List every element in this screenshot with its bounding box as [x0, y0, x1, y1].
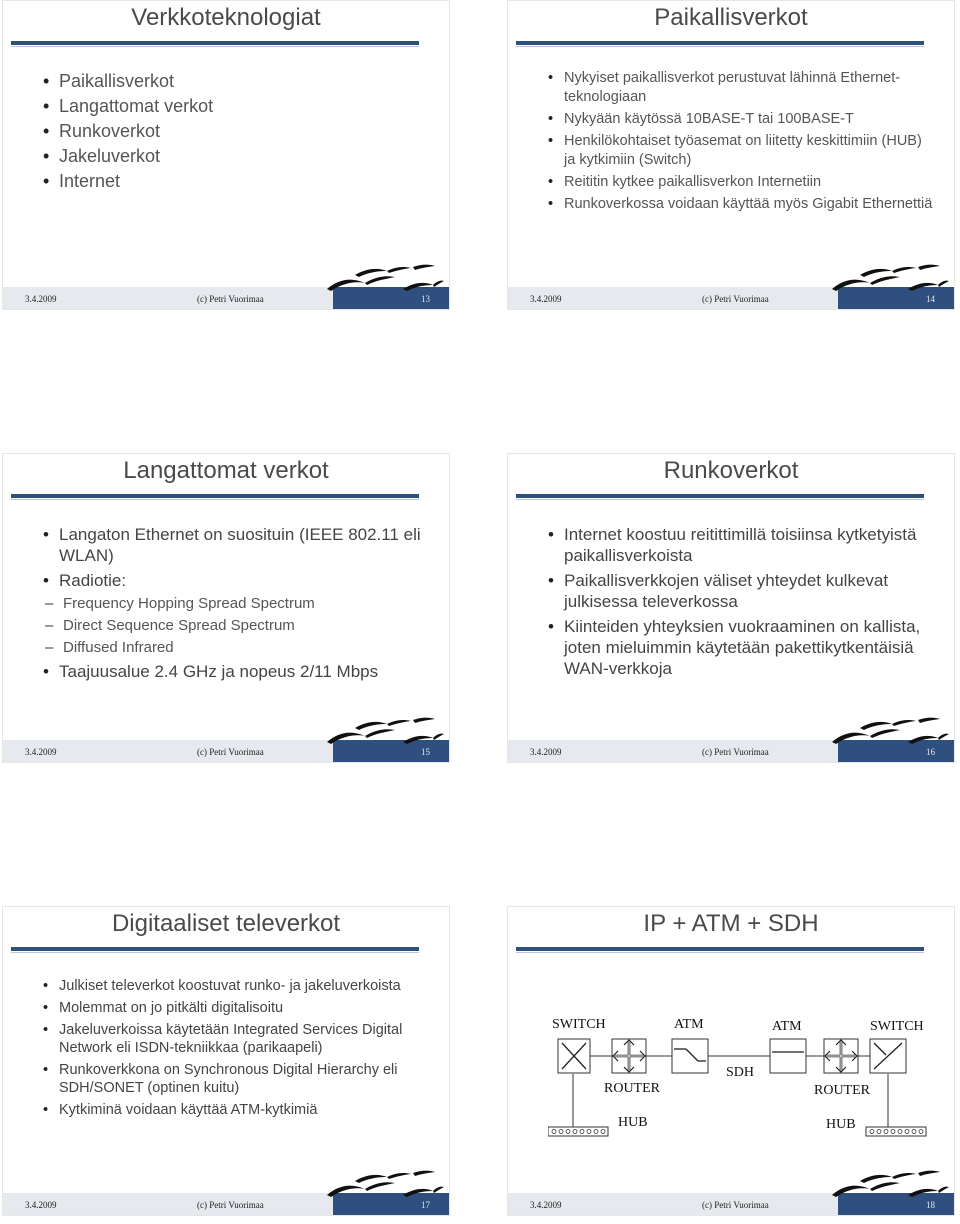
list-item: • Julkiset televerkot koostuvat runko- ja jakeluverkoista: [43, 977, 419, 995]
list-item: • Kiinteiden yhteyksien vuokraaminen on kallista, joten mieluimmin käytetään pakettikytkentäisiä WAN-verkkoja: [548, 616, 932, 679]
list-item-label: Radiotie:: [59, 571, 127, 590]
sub-list-item: – Frequency Hopping Spread Spectrum: [43, 593, 423, 615]
footer-page-number: 16: [926, 747, 935, 757]
switch-right-label: SWITCH: [870, 1019, 924, 1034]
slide-17: [2, 906, 450, 1216]
list-item: • Runkoverkossa voidaan käyttää myös Gigabit Ethernettiä: [548, 195, 934, 214]
atm-right-icon: [770, 1039, 806, 1073]
gulls-logo-icon: [830, 716, 950, 750]
atm-left-label: ATM: [674, 1017, 704, 1032]
gulls-logo-icon: [830, 263, 950, 297]
diagram-graphics: [548, 1017, 933, 1147]
slide-13: [2, 0, 450, 310]
list-item: • Molemmat on jo pitkälti digitalisoitu: [43, 999, 419, 1017]
footer-date: 3.4.2009: [25, 747, 57, 757]
footer-page-number: 14: [926, 294, 935, 304]
list-item: • Nykyään käytössä 10BASE-T tai 100BASE-T: [548, 110, 934, 129]
slide-footer: [508, 265, 954, 309]
list-item: • Internet koostuu reitittimillä toisiinsa kytketyistä paikallisverkoista: [548, 524, 932, 566]
list-item: • Langaton Ethernet on suosituin (IEEE 802.11 eli WLAN): [43, 524, 423, 566]
footer-author: (c) Petri Vuorimaa: [197, 1200, 264, 1210]
slide-footer: [3, 1171, 449, 1215]
footer-author: (c) Petri Vuorimaa: [197, 294, 264, 304]
footer-date: 3.4.2009: [25, 1200, 57, 1210]
slide-title: Verkkoteknologiat: [131, 4, 321, 31]
title-rule: [516, 41, 924, 45]
list-item: • Jakeluverkoissa käytetään Integrated Services Digital Network eli ISDN-tekniikkaa (parikaapeli): [43, 1021, 419, 1057]
gulls-logo-icon: [830, 1169, 950, 1203]
switch-right-icon: [870, 1039, 906, 1073]
hub-left-icon: [548, 1127, 608, 1136]
footer-author: (c) Petri Vuorimaa: [702, 747, 769, 757]
network-diagram: [548, 1017, 933, 1147]
slide-title: Runkoverkot: [663, 457, 799, 484]
list-item: • Langattomat verkot: [43, 94, 423, 119]
sub-list: [43, 593, 423, 659]
slide-footer: [3, 265, 449, 309]
slide-18: [507, 906, 955, 1216]
bullet-list: [548, 69, 934, 214]
list-item: • Jakeluverkot: [43, 144, 423, 169]
footer-date: 3.4.2009: [530, 747, 562, 757]
footer-page-number: 15: [421, 747, 430, 757]
router-right-label: ROUTER: [814, 1083, 870, 1098]
bullet-list: [43, 524, 423, 682]
gulls-logo-icon: [325, 263, 445, 297]
atm-right-label: ATM: [772, 1019, 802, 1034]
slide-15: [2, 453, 450, 763]
title-rule: [11, 494, 419, 498]
list-item: • Paikallisverkkojen väliset yhteydet kulkevat julkisessa televerkossa: [548, 570, 932, 612]
footer-page-number: 13: [421, 294, 430, 304]
gulls-logo-icon: [325, 716, 445, 750]
slide-title: IP + ATM + SDH: [643, 910, 819, 937]
sub-list-item: – Diffused Infrared: [43, 637, 423, 659]
title-rule: [516, 494, 924, 498]
bullet-list: [43, 977, 419, 1119]
router-left-label: ROUTER: [604, 1081, 660, 1096]
list-item: • Runkoverkkona on Synchronous Digital Hierarchy eli SDH/SONET (optinen kuitu): [43, 1061, 419, 1097]
list-item: • Runkoverkot: [43, 119, 423, 144]
list-item: • Kytkiminä voidaan käyttää ATM-kytkimiä: [43, 1101, 419, 1119]
sub-list-item: – Direct Sequence Spread Spectrum: [43, 615, 423, 637]
bullet-list: [548, 524, 932, 679]
footer-date: 3.4.2009: [530, 294, 562, 304]
title-rule: [11, 41, 419, 45]
hub-right-label: HUB: [826, 1117, 856, 1132]
router-right-icon: [824, 1039, 858, 1073]
hub-right-icon: [866, 1127, 926, 1136]
slide-footer: [3, 718, 449, 762]
slide-title: Paikallisverkot: [654, 4, 808, 31]
list-item: • Paikallisverkot: [43, 69, 423, 94]
gulls-logo-icon: [325, 1169, 445, 1203]
footer-page-number: 18: [926, 1200, 935, 1210]
sdh-label: SDH: [726, 1065, 755, 1080]
slide-title: Langattomat verkot: [123, 457, 329, 484]
list-item: • Reititin kytkee paikallisverkon Internetiin: [548, 173, 934, 192]
switch-left-label: SWITCH: [552, 1017, 606, 1032]
footer-date: 3.4.2009: [25, 294, 57, 304]
footer-author: (c) Petri Vuorimaa: [702, 294, 769, 304]
footer-author: (c) Petri Vuorimaa: [702, 1200, 769, 1210]
slide-footer: [508, 1171, 954, 1215]
list-item: • Nykyiset paikallisverkot perustuvat lähinnä Ethernet-teknologiaan: [548, 69, 934, 107]
router-left-icon: [612, 1039, 646, 1073]
slide-footer: [508, 718, 954, 762]
list-item: • Internet: [43, 169, 423, 194]
footer-page-number: 17: [421, 1200, 430, 1210]
list-item: • Taajuusalue 2.4 GHz ja nopeus 2/11 Mbps: [43, 661, 423, 682]
atm-left-icon: [672, 1039, 708, 1073]
hub-left-label: HUB: [618, 1115, 648, 1130]
footer-date: 3.4.2009: [530, 1200, 562, 1210]
slide-title: Digitaaliset televerkot: [111, 910, 341, 937]
title-rule: [11, 947, 419, 951]
switch-left-icon: [558, 1039, 590, 1073]
slide-16: [507, 453, 955, 763]
slide-14: [507, 0, 955, 310]
list-item: [43, 570, 423, 659]
title-rule: [516, 947, 924, 951]
bullet-list: [43, 69, 423, 194]
list-item: • Henkilökohtaiset työasemat on liitetty keskittimiin (HUB) ja kytkimiin (Switch): [548, 132, 934, 170]
footer-author: (c) Petri Vuorimaa: [197, 747, 264, 757]
